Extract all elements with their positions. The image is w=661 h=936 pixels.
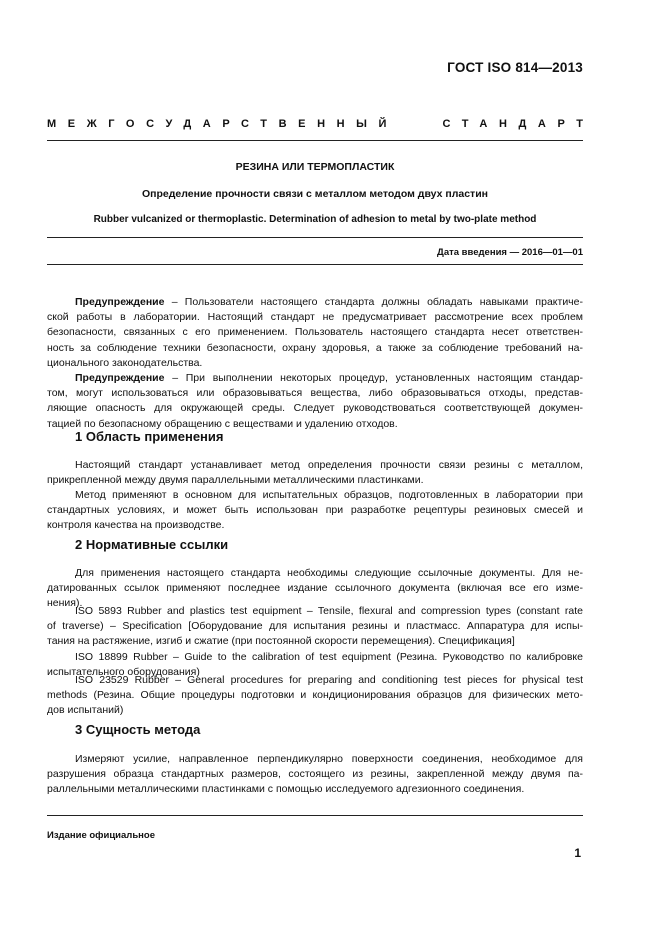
section-2-reference-iso-23529: ISO 23529 Rubber – General procedures for preparing and conditioning test pieces for physical test methods (Резина. Общие процедуры подготовки и кондиционирования образцов для физических мето- дов испытаний) [47, 674, 583, 717]
section-1-paragraph-1: Настоящий стандарт устанавливает метод определения прочности связи резины с металлом, прикрепленной между двумя параллельными металлическими пластинками. [47, 459, 583, 487]
section-1-paragraph-2: Метод применяют в основном для испытательных образцов, подготовленных в лаборатории при стандартных условиях, и может быть использован при разработке рецептуры резиновых смесей и контроля качества на производстве. [47, 489, 583, 532]
section-3-paragraph-1: Измеряют усилие, направленное перпендикулярно поверхности соединения, необходимое для разрушения образца стандартных размеров, состоящего из резины, закрепленной между двумя па- раллельными металлическими пластинками с помощью исследуемого адгезионного соединения. [47, 753, 583, 796]
document-title: РЕЗИНА ИЛИ ТЕРМОПЛАСТИК [235, 161, 395, 173]
section-2-reference-iso-18899: ISO 18899 Rubber – Guide to the calibration of test equipment (Резина. Руководство по калибровке испытательного оборудования) [47, 651, 583, 679]
warning-label: Предупреждение [75, 296, 165, 308]
section-2-reference-iso-5893: ISO 5893 Rubber and plastics test equipment – Tensile, flexural and compression types (constant rate of traverse) – Specification [Оборудование для испытания резины и пластмасс. Аппаратура для испы- тания на растяжение, изгиб и сжатие (при постоянной скорости перемещения). Спецификация] [47, 605, 583, 648]
introduction-date: Дата введения — 2016—01—01 [437, 247, 583, 258]
english-title: Rubber vulcanized or thermoplastic. Determination of adhesion to metal by two-plate method [93, 214, 537, 225]
section-3-heading: 3 Сущность метода [75, 722, 201, 737]
page-number: 1 [574, 846, 581, 860]
warning-label: Предупреждение [75, 372, 165, 384]
warning-1: Предупреждение – Пользователи настоящего стандарта должны обладать навыками практиче- ской работы в лаборатории. Настоящий стандарт не предусматривает рассмотрение всех проблем безопасности, связанных с его применением. Пользователь настоящего стандарта несет ответствен- ность за соблюдение техники безопасности, охрану здоровья, а также за соблюдение требований на- ционального законодательства. [47, 296, 583, 369]
section-2-paragraph-1: Для применения настоящего стандарта необходимы следующие ссылочные документы. Для не- датированных ссылок применяют последнее издание ссылочного документа (включая все его изме- нения). [47, 567, 583, 610]
section-1-heading: 1 Область применения [75, 429, 224, 444]
standard-code: ГОСТ ISO 814—2013 [447, 60, 583, 75]
header-rule [47, 140, 583, 141]
interstate-word: МЕЖГОСУДАРСТВЕННЫЙ [47, 118, 399, 130]
official-edition-label: Издание официальное [47, 830, 155, 841]
title-rule [47, 237, 583, 238]
date-rule [47, 264, 583, 265]
section-2-heading: 2 Нормативные ссылки [75, 537, 229, 552]
warning-2: Предупреждение – При выполнении некоторых процедур, установленных настоящим стандар- том, могут использоваться или образовываться вещества, либо образовываться отходы, представ- ляющие опасность для окружающей среды. Следует руководствоваться соответствующей докумен- тацией по безопасному обращению с веществами и удалению отходов. [47, 372, 583, 430]
standard-word: СТАНДАРТ [442, 118, 595, 130]
interstate-standard-banner [47, 118, 595, 130]
footer-rule [47, 815, 583, 816]
document-subtitle: Определение прочности связи с металлом методом двух пластин [142, 188, 488, 200]
